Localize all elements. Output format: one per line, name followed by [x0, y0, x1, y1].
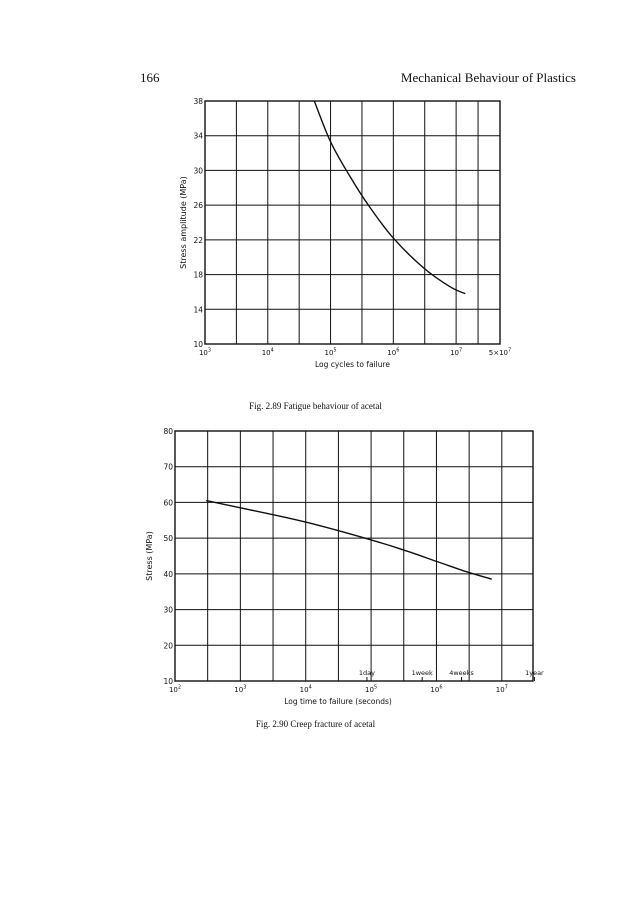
- y-tick-label: 22: [193, 235, 203, 245]
- x-tick-exponent: 6: [439, 684, 443, 691]
- x-tick-exponent: 7: [504, 684, 508, 691]
- y-tick-label: 60: [163, 498, 173, 508]
- x-tick-label: [300, 685, 312, 695]
- x-tick-label: [430, 685, 442, 695]
- x-tick-exponent: 2: [177, 684, 182, 691]
- y-tick-label: 20: [163, 641, 173, 651]
- y-tick-label: 80: [163, 427, 173, 436]
- y-tick-label: 10: [193, 340, 203, 349]
- x-tick-exponent: 7: [508, 347, 512, 354]
- x-tick-base: 10: [387, 349, 397, 357]
- x-tick-base: 10: [365, 686, 374, 694]
- x-tick-label: [169, 685, 181, 695]
- annotation-label: 1week: [411, 669, 433, 677]
- x-axis-label: Log cycles to failure: [314, 360, 391, 369]
- y-tick-label: 70: [163, 462, 173, 472]
- x-tick-label: [365, 685, 377, 695]
- x-tick-label: [234, 685, 246, 695]
- y-axis-label: Stress (MPa): [145, 531, 154, 581]
- x-tick-exponent: 5: [373, 684, 378, 691]
- data-curve: [206, 501, 492, 580]
- x-tick-base: 10: [324, 349, 334, 357]
- page-number: 166: [140, 70, 160, 85]
- y-tick-label: 14: [193, 305, 203, 315]
- x-tick-base: 10: [430, 686, 440, 694]
- annotation-label: 1year: [525, 669, 544, 677]
- x-tick-exponent: 4: [270, 347, 274, 354]
- running-title: Mechanical Behaviour of Plastics: [400, 70, 576, 85]
- y-tick-label: 10: [163, 677, 173, 686]
- y-tick-label: 50: [163, 534, 173, 544]
- x-tick-base: 10: [168, 686, 178, 694]
- y-tick-label: 26: [193, 201, 203, 211]
- x-tick-exponent: 4: [308, 684, 312, 691]
- x-tick-exponent: 3: [207, 347, 212, 354]
- y-tick-label: 18: [193, 270, 203, 280]
- figure-2-90-caption: Fig. 2.90 Creep fracture of acetal: [255, 719, 376, 729]
- figure-2-89-caption: Fig. 2.89 Fatigue behaviour of acetal: [249, 401, 382, 411]
- x-axis-label: Log time to failure (seconds): [284, 697, 392, 706]
- y-tick-label: 40: [163, 569, 173, 579]
- annotation-label: 1day: [358, 669, 375, 677]
- x-tick-label: [496, 685, 508, 695]
- y-tick-label: 30: [193, 166, 203, 176]
- y-tick-label: 30: [163, 605, 173, 615]
- y-tick-label: 34: [193, 131, 203, 141]
- x-tick-exponent: 6: [396, 347, 400, 354]
- plot-frame: [175, 431, 533, 681]
- x-tick-exponent: 7: [458, 347, 463, 354]
- x-tick-base: 10: [198, 349, 208, 357]
- annotation-label: 4weeks: [449, 669, 474, 677]
- x-tick-base: 10: [261, 349, 271, 357]
- y-axis-label: Stress amplitude (MPa): [179, 176, 188, 269]
- x-tick-base: 10: [234, 686, 244, 694]
- x-tick-base: 10: [299, 686, 309, 694]
- x-tick-exponent: 5: [333, 347, 337, 354]
- x-tick-exponent: 3: [243, 684, 247, 691]
- x-tick-base: 5×10: [488, 349, 509, 357]
- x-tick-base: 10: [450, 349, 459, 357]
- x-tick-base: 10: [495, 686, 505, 694]
- y-tick-label: 38: [193, 97, 203, 106]
